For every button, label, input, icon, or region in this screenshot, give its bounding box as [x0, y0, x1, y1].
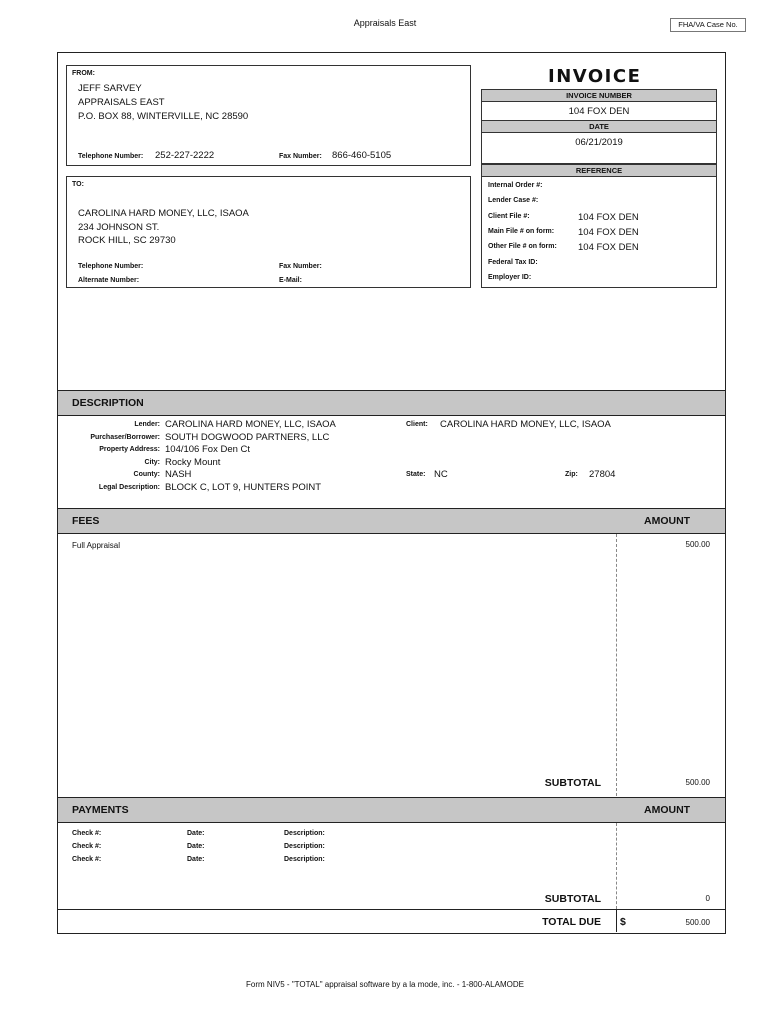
address-value: 104/106 Fox Den Ct — [165, 444, 251, 455]
lender-value: CAROLINA HARD MONEY, LLC, ISAOA — [165, 419, 336, 430]
legal-value: BLOCK C, LOT 9, HUNTERS POINT — [165, 482, 322, 493]
client-value: CAROLINA HARD MONEY, LLC, ISAOA — [440, 419, 611, 430]
date-value: 06/21/2019 — [575, 137, 623, 148]
ref-federal-tax-label: Federal Tax ID: — [488, 259, 538, 266]
ref-other-file-label: Other File # on form: — [488, 243, 557, 250]
description-title: DESCRIPTION — [72, 397, 144, 409]
to-email-label: E-Mail: — [279, 277, 302, 284]
from-fax-value: 866-460-5105 — [332, 150, 392, 161]
zip-value: 27804 — [589, 469, 616, 480]
date-label-1: Date: — [187, 830, 205, 837]
ref-employer-id-label: Employer ID: — [488, 274, 532, 281]
from-line-address: P.O. BOX 88, WINTERVILLE, NC 28590 — [78, 111, 249, 122]
fee-item-desc: Full Appraisal — [72, 541, 121, 550]
check-label-3: Check #: — [72, 856, 102, 863]
to-fax-label: Fax Number: — [279, 263, 322, 270]
invoice-title: INVOICE — [548, 66, 642, 87]
document-header-company: Appraisals East — [353, 18, 417, 28]
fees-title: FEES — [72, 515, 100, 527]
from-line-name: JEFF SARVEY — [78, 83, 142, 94]
state-label: State: — [406, 471, 426, 478]
ref-main-file-value: 104 FOX DEN — [578, 227, 639, 238]
from-tel-value: 252-227-2222 — [155, 150, 215, 161]
to-label: TO: — [72, 181, 84, 188]
fees-subtotal-value: 500.00 — [685, 778, 710, 787]
purchaser-value: SOUTH DOGWOOD PARTNERS, LLC — [165, 432, 330, 443]
payments-header — [58, 797, 725, 823]
city-label: City: — [144, 459, 160, 466]
to-line-name: CAROLINA HARD MONEY, LLC, ISAOA — [78, 208, 249, 219]
legal-label: Legal Description: — [98, 484, 160, 491]
payments-column-divider — [616, 823, 617, 909]
ref-client-file-value: 104 FOX DEN — [578, 212, 639, 223]
description-label-3: Description: — [284, 856, 325, 863]
description-label-1: Description: — [284, 830, 325, 837]
check-label-2: Check #: — [72, 843, 102, 850]
fee-item-amount: 500.00 — [685, 540, 710, 549]
fees-header — [58, 508, 725, 534]
zip-label: Zip: — [565, 471, 578, 478]
invoice-number-box — [481, 89, 717, 164]
from-fax-label: Fax Number: — [279, 153, 322, 160]
from-label: FROM: — [72, 70, 95, 77]
fees-subtotal-label: SUBTOTAL — [544, 777, 601, 789]
currency-symbol: $ — [620, 916, 626, 928]
payments-subtotal-value: 0 — [705, 894, 710, 903]
county-label: County: — [133, 471, 160, 478]
invoice-number-value: 104 FOX DEN — [568, 106, 630, 117]
invoice-number-label: INVOICE NUMBER — [482, 90, 716, 102]
payments-amount-label: AMOUNT — [644, 804, 691, 816]
to-tel-label: Telephone Number: — [78, 263, 144, 270]
from-box — [66, 65, 471, 166]
to-line-city: ROCK HILL, SC 29730 — [78, 235, 176, 246]
ref-internal-order-label: Internal Order #: — [488, 182, 543, 189]
description-label-2: Description: — [284, 843, 325, 850]
address-label: Property Address: — [99, 446, 160, 453]
purchaser-label: Purchaser/Borrower: — [90, 434, 160, 441]
ref-client-file-label: Client File #: — [488, 213, 530, 220]
city-value: Rocky Mount — [165, 457, 221, 468]
date-label-2: Date: — [187, 843, 205, 850]
total-divider — [58, 909, 725, 910]
case-number-field[interactable]: FHA/VA Case No. — [670, 18, 746, 32]
payments-title: PAYMENTS — [72, 804, 129, 816]
total-due-label: TOTAL DUE — [542, 916, 601, 928]
to-alt-label: Alternate Number: — [78, 277, 140, 284]
to-line-street: 234 JOHNSON ST. — [78, 222, 160, 233]
ref-main-file-label: Main File # on form: — [488, 228, 555, 235]
payments-subtotal-label: SUBTOTAL — [544, 893, 601, 905]
to-box — [66, 176, 471, 288]
reference-label: REFERENCE — [482, 165, 716, 177]
fees-column-divider — [616, 534, 617, 796]
date-label: DATE — [482, 120, 716, 133]
reference-box — [481, 164, 717, 288]
county-value: NASH — [165, 469, 192, 480]
ref-lender-case-label: Lender Case #: — [488, 197, 539, 204]
check-label-1: Check #: — [72, 830, 102, 837]
lender-label: Lender: — [134, 421, 160, 428]
description-header — [58, 390, 725, 416]
state-value: NC — [434, 469, 448, 480]
client-label: Client: — [406, 421, 428, 428]
from-tel-label: Telephone Number: — [78, 153, 144, 160]
ref-other-file-value: 104 FOX DEN — [578, 242, 639, 253]
total-column-divider — [616, 910, 617, 932]
fees-amount-label: AMOUNT — [644, 515, 691, 527]
from-line-company: APPRAISALS EAST — [78, 97, 165, 108]
date-label-3: Date: — [187, 856, 205, 863]
form-footer: Form NIV5 - "TOTAL" appraisal software by a la mode, inc. - 1-800-ALAMODE — [246, 980, 524, 989]
total-due-value: 500.00 — [685, 918, 710, 927]
